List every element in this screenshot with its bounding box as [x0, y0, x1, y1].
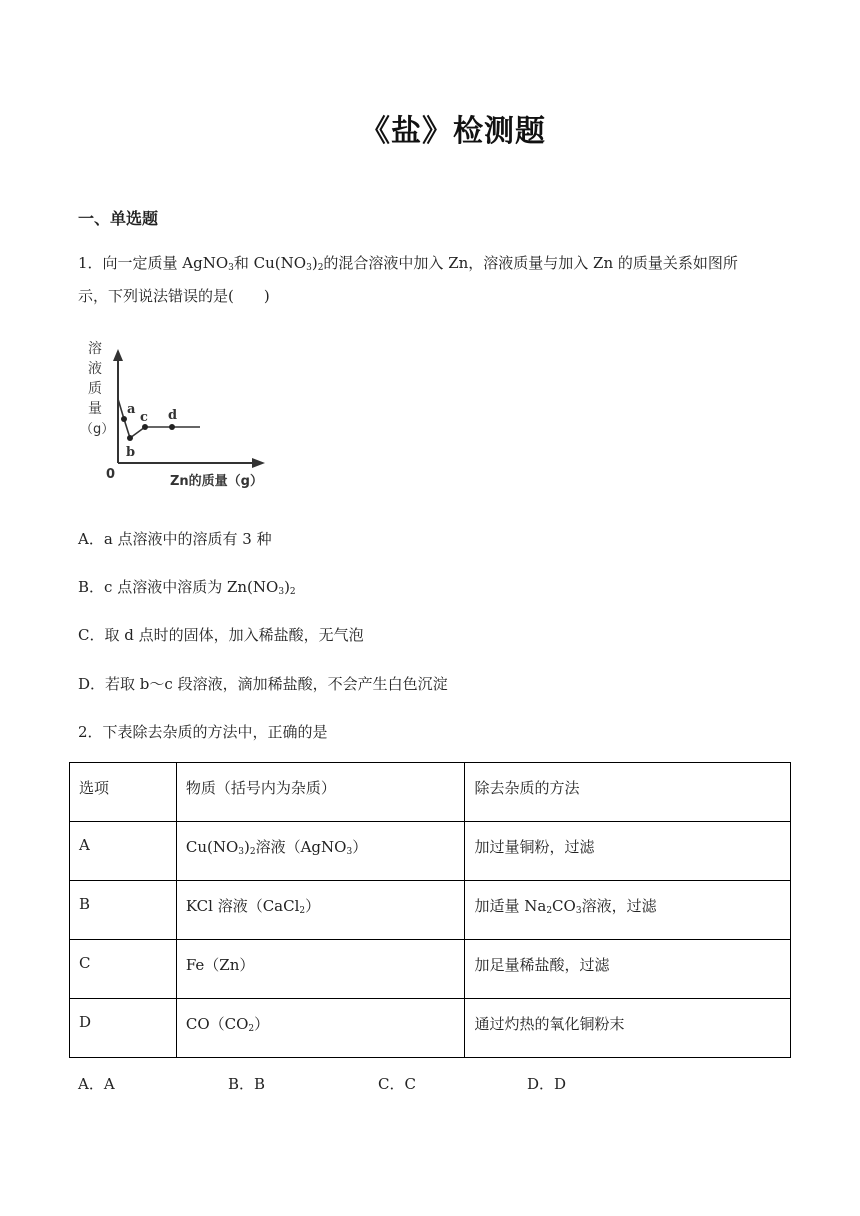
table-cell-method: 通过灼热的氧化铜粉末 — [465, 999, 791, 1058]
question-1-graph — [80, 333, 270, 493]
table-cell-substance: $Cu(NO_3)_2$溶液（AgNO$_3$） — [176, 822, 465, 881]
table-cell-substance: KCl 溶液（CaCl$_2$） — [176, 881, 465, 940]
table-header-row — [70, 763, 791, 822]
question-1-option-c: C．取 d 点时的固体，加入稀盐酸，无气泡 — [78, 626, 364, 644]
question-1-option-a: A．a 点溶液中的溶质有 3 种 — [78, 530, 272, 548]
answer-choice-d: D．D — [527, 1075, 567, 1093]
graph-point-b — [127, 435, 133, 441]
graph-ylabel-5: （g） — [80, 422, 115, 437]
graph-xlabel: Zn的质量（g） — [170, 474, 263, 489]
impurity-table — [69, 762, 791, 1058]
table-cell-substance: Fe（Zn） — [176, 940, 465, 999]
graph-label-b: b — [126, 445, 136, 460]
question-1-stem-line2: 示，下列说法错误的是( ) — [78, 287, 270, 305]
table-cell-method: 加足量稀盐酸，过滤 — [465, 940, 791, 999]
table-header: 除去杂质的方法 — [465, 763, 791, 822]
graph-y-arrow — [113, 349, 123, 361]
answer-choice-b: B．B — [228, 1075, 266, 1093]
graph-ylabel-1: 溶 — [88, 341, 102, 357]
table-header: 选项 — [70, 763, 177, 822]
question-2-stem: 2．下表除去杂质的方法中，正确的是 — [78, 723, 328, 741]
question-1-option-b: B．c 点溶液中溶质为 $Zn(NO_3)_2$ — [78, 578, 296, 597]
answer-choice-c: C．C — [378, 1075, 416, 1093]
graph-ylabel-2: 液 — [88, 361, 102, 377]
section-heading: 一、单选题 — [78, 209, 159, 228]
question-1-stem-line1: 1．向一定质量 AgNO$_3$和 $Cu(NO_3)_2$的混合溶液中加入 Zn，溶液质量与加入 Zn 的质量关系如图所 — [78, 254, 738, 273]
graph-ylabel-3: 质 — [88, 381, 102, 397]
table-row — [70, 940, 791, 999]
table-cell-option: B — [70, 881, 177, 940]
question-1-option-d: D．若取 b～c 段溶液，滴加稀盐酸，不会产生白色沉淀 — [78, 675, 448, 693]
table-row — [70, 822, 791, 881]
table-cell-method: 加过量铜粉，过滤 — [465, 822, 791, 881]
table-row — [70, 881, 791, 940]
table-cell-option: D — [70, 999, 177, 1058]
table-cell-substance: $CO(CO_2)$ — [176, 999, 465, 1058]
graph-label-c: c — [140, 410, 148, 425]
table-cell-method: 加适量 $Na_2CO_3$溶液，过滤 — [465, 881, 791, 940]
graph-origin: 0 — [106, 467, 116, 482]
table-row — [70, 999, 791, 1058]
table-cell-option: C — [70, 940, 177, 999]
page-title: 《盐》检测题 — [360, 114, 546, 149]
graph-label-a: a — [127, 402, 136, 417]
graph-label-d: d — [168, 408, 178, 423]
table-cell-option: A — [70, 822, 177, 881]
graph-ylabel-4: 量 — [88, 401, 102, 417]
table-header: 物质（括号内为杂质） — [176, 763, 465, 822]
answer-choice-a: A．A — [78, 1075, 115, 1093]
graph-point-d — [169, 424, 175, 430]
graph-x-arrow — [252, 458, 265, 468]
